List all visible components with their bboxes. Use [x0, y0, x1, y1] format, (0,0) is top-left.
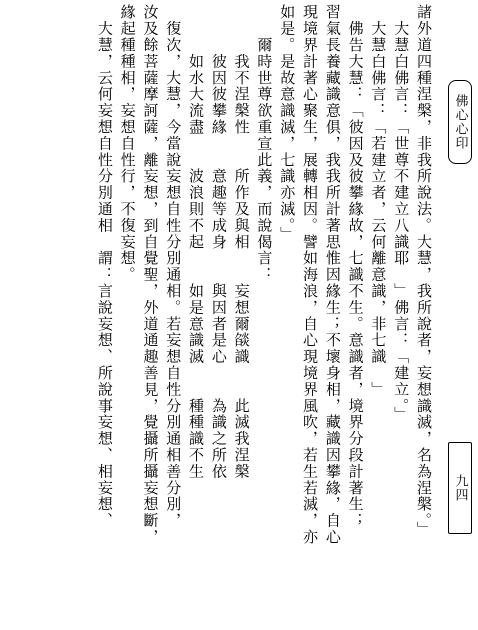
- text-column: 現境界計著心聚生，展轉相因。譬如海浪，自心現境界風吹，若生若滅，亦: [301, 4, 320, 546]
- text-column: 爾時世尊欲重宣此義，而說偈言：: [255, 4, 274, 283]
- text-column: 如是。是故意識滅，七識亦滅。」: [278, 4, 297, 243]
- text-column: 大慧白佛言：「世尊不建立八識耶 」佛言：「建立。」: [392, 4, 411, 423]
- verse-column: 如水大流盡 波浪則不起 如是意識滅 種種識不生: [187, 4, 206, 480]
- body-text: [8, 4, 435, 626]
- page-number: 九四: [448, 442, 472, 534]
- text-column: 諸外道四種涅槃，非我所說法。大慧，我所說者，妄想識滅，名為涅槃。」: [415, 4, 433, 538]
- text-column: 大慧，云何妄想自性分別通相 謂：言說妄想、所說事妄想、相妄想、: [95, 4, 114, 529]
- verse-column: 我不涅槃性 所作及與相 妄想爾燄識 此滅我涅槃: [232, 4, 251, 480]
- text-column: 習氣長養藏識意俱，我我所計著思惟因緣生；不壞身相，藏識因攀緣，自心: [323, 4, 342, 546]
- verse-column: 彼因彼攀緣 意趣等成身 與因者是心 為識之所依: [209, 4, 228, 480]
- book-title: 佛心心印: [448, 80, 472, 164]
- text-column: 汝及餘菩薩摩訶薩，離妄想，到自覺聖，外道通趣善見，覺攝所攝妄想斷，: [141, 4, 160, 546]
- text-column: 大慧白佛言：「若建立者，云何離意識，非七識 」: [369, 4, 388, 398]
- text-column: 緣起種種相，妄想自性行，不復妄想。: [118, 4, 137, 283]
- text-column: 復次，大慧，今當說妄想自性分別通相。若妄想自性分別通相善分別，: [164, 4, 183, 529]
- text-column: 佛告大慧：「彼因及彼攀緣故，七識不生。意識者，境界分段計著生；: [346, 4, 365, 529]
